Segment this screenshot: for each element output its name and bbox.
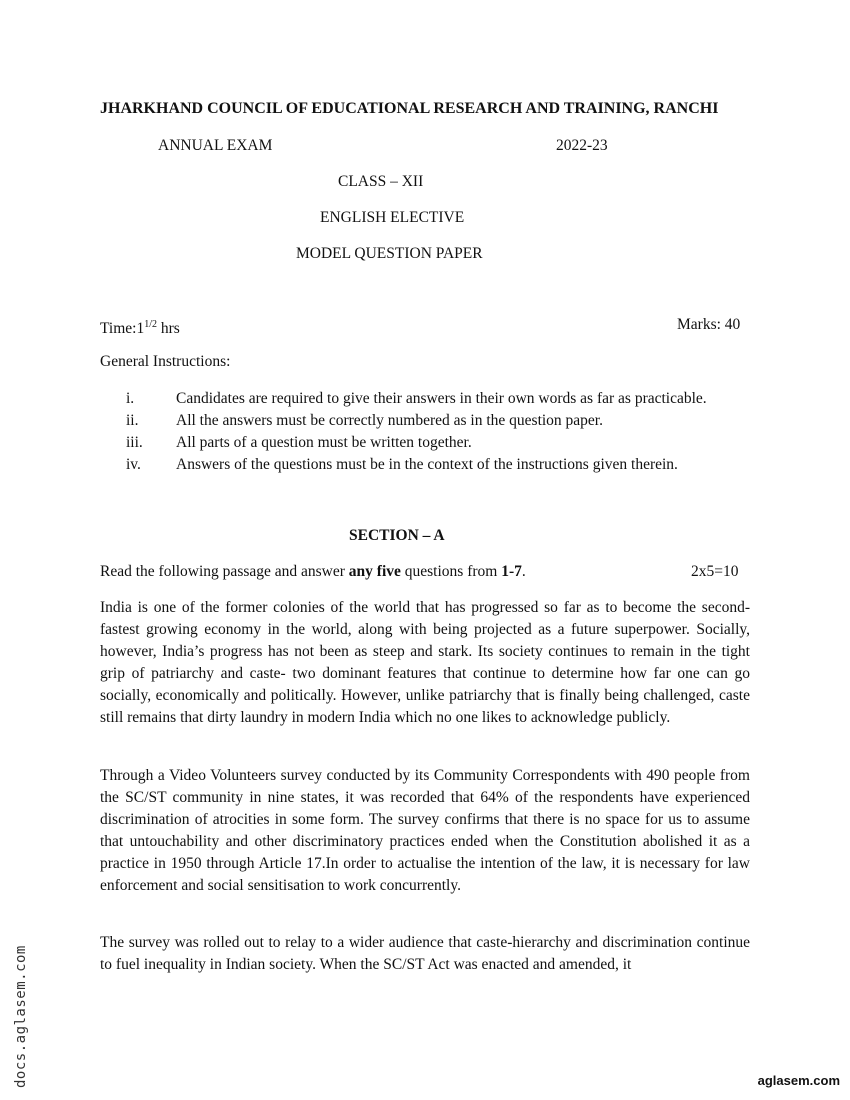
passage-paragraph: The survey was rolled out to relay to a wider audience that caste-hierarchy and discrimination continue to fuel inequality in Indian society. When the SC/ST Act was enacted and amended, it [100, 934, 750, 973]
direction-emphasis: any five [348, 563, 401, 580]
instructions-list [126, 388, 766, 476]
time-prefix: Time:1 [100, 320, 145, 338]
instruction-text: Answers of the questions must be in the context of the instructions given therein. [176, 456, 678, 473]
instruction-item [126, 432, 766, 454]
instruction-item [126, 454, 766, 476]
marks-label: Marks: 40 [677, 316, 741, 333]
side-watermark: docs.aglasem.com [13, 945, 29, 1088]
council-title: JHARKHAND COUNCIL OF EDUCATIONAL RESEARCH AND TRAINING, RANCHI [100, 100, 719, 117]
instruction-text: All parts of a question must be written together. [176, 434, 472, 451]
time-suffix: hrs [157, 320, 180, 338]
passage-paragraph: India is one of the former colonies of the world that has progressed so far as to become the second-fastest growing economy in the world, along with being projected as a future superpower. Socially, however, India’s progress has not been as steep and stark. Its society continues to remain in the tight grip of patriarchy and caste- two dominant features that continue to determine how far one can go socially, economically and politically. However, unlike patriarchy that is finally being challenged, caste still remains that dirty laundry in modern India which no one likes to acknowledge publicly. [100, 599, 750, 726]
direction-text: questions from [400, 563, 502, 580]
passage-paragraph: Through a Video Volunteers survey conducted by its Community Correspondents with 490 people from the SC/ST community in nine states, it was recorded that 64% of the respondents have experienced discrimination of atrocities in some form. The survey confirms that there is no space for us to assume that untouchability and other discriminatory practices ended when the Constitution abolished it as a practice in 1950 through Article 17.In order to actualise the intention of the law, it is necessary for law enforcement and social sensitisation to work concurrently. [100, 767, 750, 894]
subject-label: ENGLISH ELECTIVE [320, 209, 465, 226]
exam-year: 2022-23 [556, 137, 608, 154]
direction-text: . [521, 563, 526, 580]
instruction-number: i. [126, 390, 135, 407]
paper-label: MODEL QUESTION PAPER [296, 245, 483, 262]
direction-range: 1-7 [501, 563, 522, 580]
class-label: CLASS – XII [338, 173, 424, 190]
brand-footer: aglasem.com [757, 1073, 840, 1088]
instruction-number: iv. [126, 456, 141, 473]
section-a-direction [100, 561, 526, 583]
instruction-item [126, 410, 766, 432]
instruction-text: All the answers must be correctly numbered as in the question paper. [176, 412, 603, 429]
direction-text: Read the following passage and answer [100, 563, 349, 580]
time-label [100, 314, 180, 340]
section-a-title: SECTION – A [349, 527, 445, 544]
time-fraction: 1/2 [144, 319, 158, 330]
instruction-number: ii. [126, 412, 139, 429]
instructions-heading: General Instructions: [100, 353, 231, 370]
section-a-marks: 2x5=10 [691, 563, 739, 580]
exam-label: ANNUAL EXAM [158, 137, 273, 154]
instruction-text: Candidates are required to give their answers in their own words as far as practicable. [176, 390, 707, 407]
instruction-number: iii. [126, 434, 143, 451]
instruction-item [126, 388, 766, 410]
